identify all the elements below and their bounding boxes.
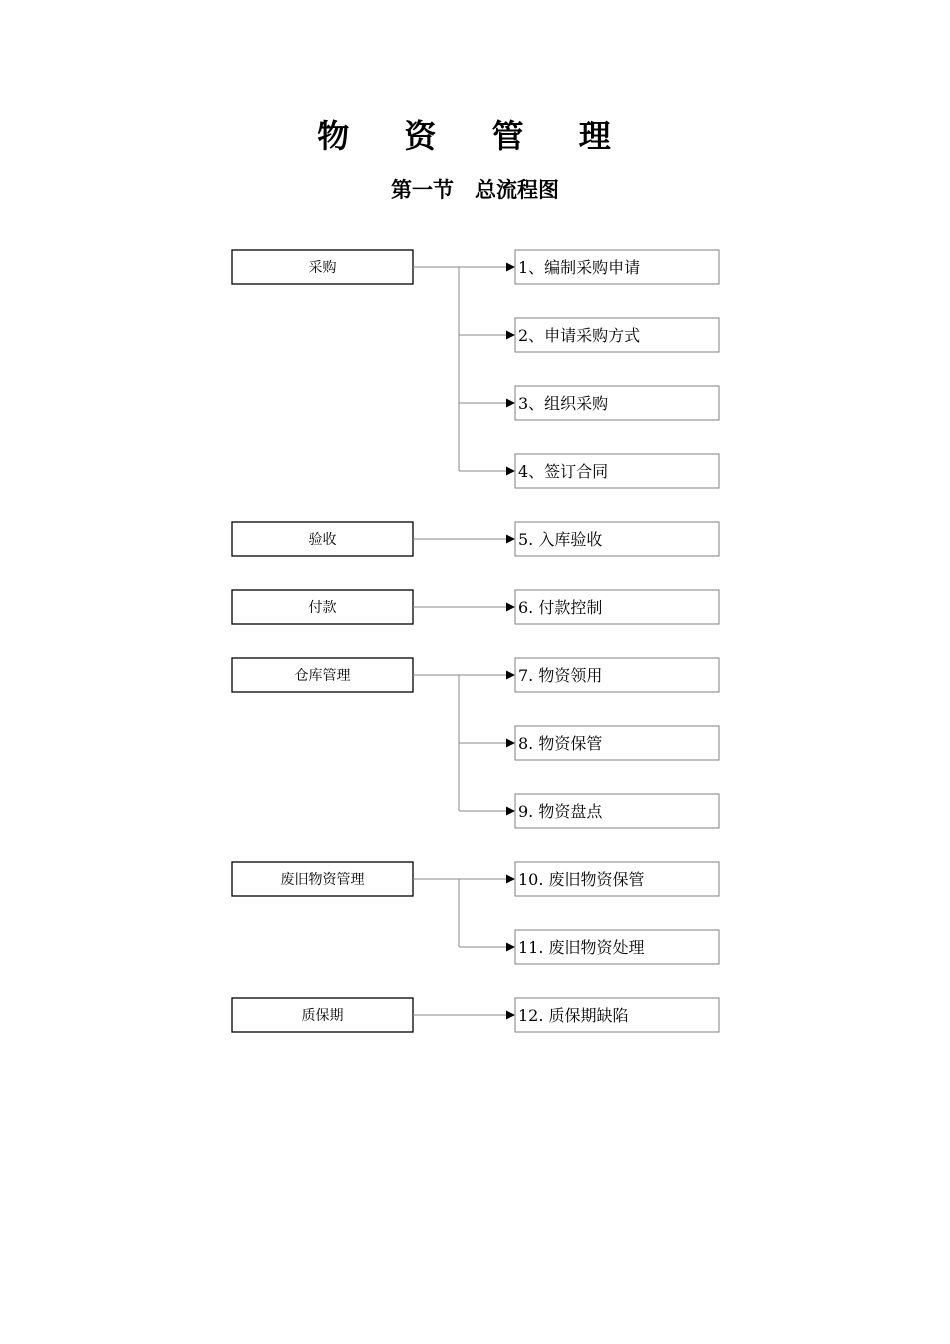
step-label: 9. 物资盘点 [518, 802, 603, 821]
arrow-head-icon [506, 943, 515, 952]
step-label: 4、签订合同 [518, 462, 609, 481]
category-label: 验收 [308, 532, 337, 548]
section-subtitle: 第一节 总流程图 [391, 177, 559, 202]
step-label: 10. 废旧物资保管 [518, 870, 645, 889]
arrow-head-icon [506, 739, 515, 748]
step-label: 12. 质保期缺陷 [518, 1006, 629, 1025]
category-label: 采购 [308, 260, 337, 276]
category-label: 废旧物资管理 [280, 872, 365, 888]
arrow-head-icon [506, 399, 515, 408]
arrow-head-icon [506, 467, 515, 476]
step-label: 2、申请采购方式 [518, 326, 641, 345]
step-label: 8. 物资保管 [518, 734, 603, 753]
arrow-head-icon [506, 535, 515, 544]
document-title: 物 资 管 理 [317, 117, 633, 155]
step-label: 6. 付款控制 [518, 598, 603, 617]
arrow-head-icon [506, 263, 515, 272]
step-label: 3、组织采购 [518, 394, 609, 413]
arrow-head-icon [506, 1011, 515, 1020]
arrow-head-icon [506, 603, 515, 612]
arrow-head-icon [506, 671, 515, 680]
step-label: 5. 入库验收 [518, 530, 603, 549]
category-label: 仓库管理 [294, 668, 351, 684]
arrow-head-icon [506, 807, 515, 816]
step-label: 1、编制采购申请 [518, 258, 641, 277]
step-label: 7. 物资领用 [518, 666, 603, 685]
category-label: 付款 [308, 600, 337, 616]
arrow-head-icon [506, 875, 515, 884]
category-label: 质保期 [301, 1008, 344, 1024]
arrow-head-icon [506, 331, 515, 340]
step-label: 11. 废旧物资处理 [518, 938, 645, 957]
